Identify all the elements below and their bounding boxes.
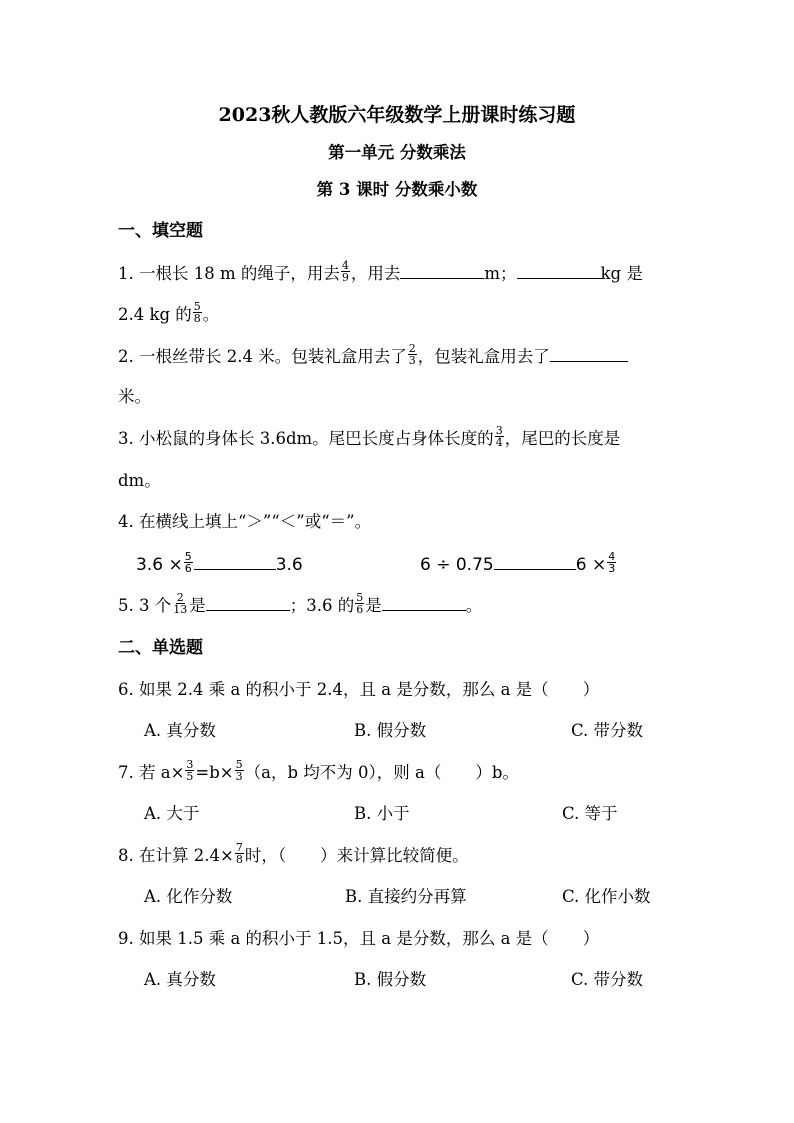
q8-option-b[interactable]: B. 直接约分再算 bbox=[345, 887, 467, 906]
q1-blank-2[interactable] bbox=[517, 262, 601, 279]
q5-blank-2[interactable] bbox=[382, 594, 466, 611]
q4-right-fraction: $\frac{4}{3}$ bbox=[608, 549, 616, 575]
q5-blank-1[interactable] bbox=[206, 594, 290, 611]
question-9: 9. 如果 1.5 乘 a 的积小于 1.5，且 a 是分数，那么 a 是（ ） bbox=[118, 929, 600, 948]
lesson-heading: 第 3 课时 分数乘小数 bbox=[316, 180, 478, 199]
q1-fraction-1: $\frac{4}{9}$ bbox=[341, 259, 349, 284]
q1-fraction-2: $\frac{5}{8}$ bbox=[193, 300, 201, 325]
q7-fraction-2: $\frac{5}{3}$ bbox=[235, 758, 243, 783]
q8-fraction: $\frac{7}{8}$ bbox=[235, 841, 243, 866]
q9-option-c[interactable]: C. 带分数 bbox=[571, 970, 644, 989]
q7-fraction-1: $\frac{3}{5}$ bbox=[186, 758, 194, 783]
q3-fraction: $\frac{3}{4}$ bbox=[495, 424, 503, 449]
q9-option-a[interactable]: A. 真分数 bbox=[144, 970, 216, 989]
q7-option-c[interactable]: C. 等于 bbox=[562, 804, 618, 823]
question-5: 5. 3 个 $\frac{2}{13}$ 是 ；3.6 的 $\frac{5}{6}$ 是 。 bbox=[118, 591, 483, 616]
q4-right-expression: 6 ÷ 0.75 6 × $\frac{4}{3}$ bbox=[420, 549, 616, 575]
q6-option-a[interactable]: A. 真分数 bbox=[144, 721, 216, 740]
section-single-choice: 二、单选题 bbox=[118, 638, 203, 658]
question-2-line-2: 米。 bbox=[118, 387, 151, 406]
unit-heading: 第一单元 分数乘法 bbox=[328, 143, 466, 162]
q2-fraction: $\frac{2}{3}$ bbox=[408, 342, 416, 367]
q4-blank-right[interactable] bbox=[494, 553, 576, 570]
q5-fraction-2: $\frac{5}{6}$ bbox=[356, 591, 364, 616]
q5-fraction-1: $\frac{2}{13}$ bbox=[173, 591, 188, 616]
q4-left-fraction: $\frac{5}{6}$ bbox=[184, 549, 192, 575]
question-7: 7. 若 a× $\frac{3}{5}$ =b× $\frac{5}{3}$ （a，b 均不为 0），则 a（ ）b。 bbox=[118, 758, 519, 783]
question-3-line-2: dm。 bbox=[118, 471, 161, 490]
question-3-line-1: 3. 小松鼠的身体长 3.6dm。尾巴长度占身体长度的 $\frac{3}{4}$ ，尾巴的长度是 bbox=[118, 424, 621, 449]
page-title: 2023秋人教版六年级数学上册课时练习题 bbox=[218, 104, 576, 126]
q7-option-b[interactable]: B. 小于 bbox=[354, 804, 410, 823]
section-fill-in: 一、填空题 bbox=[118, 221, 203, 241]
question-4-text: 4. 在横线上填上“＞”“＜”或“＝”。 bbox=[118, 512, 372, 531]
question-8: 8. 在计算 2.4× $\frac{7}{8}$ 时，（ ）来计算比较简便。 bbox=[118, 841, 469, 866]
question-1-line-1: 1. 一根长 18 m 的绳子，用去 $\frac{4}{9}$ ，用去 m； kg 是 bbox=[118, 259, 643, 284]
q4-blank-left[interactable] bbox=[194, 553, 276, 570]
question-2-line-1: 2. 一根丝带长 2.4 米。包装礼盒用去了 $\frac{2}{3}$ ，包装礼盒用去了 bbox=[118, 345, 628, 369]
q9-option-b[interactable]: B. 假分数 bbox=[354, 970, 427, 989]
q4-left-expression: 3.6 × $\frac{5}{6}$ 3.6 bbox=[136, 549, 303, 575]
q1-blank-1[interactable] bbox=[400, 262, 484, 279]
q1-text-a: 1. 一根长 18 m 的绳子，用去 bbox=[118, 264, 340, 283]
q7-option-a[interactable]: A. 大于 bbox=[144, 804, 200, 823]
q8-option-c[interactable]: C. 化作小数 bbox=[562, 887, 651, 906]
question-6: 6. 如果 2.4 乘 a 的积小于 2.4，且 a 是分数，那么 a 是（ ） bbox=[118, 680, 600, 699]
q8-option-a[interactable]: A. 化作分数 bbox=[144, 887, 233, 906]
q6-option-c[interactable]: C. 带分数 bbox=[571, 721, 644, 740]
q2-blank[interactable] bbox=[550, 345, 628, 362]
q6-option-b[interactable]: B. 假分数 bbox=[354, 721, 427, 740]
question-1-line-2: 2.4 kg 的 $\frac{5}{8}$ 。 bbox=[118, 300, 220, 325]
